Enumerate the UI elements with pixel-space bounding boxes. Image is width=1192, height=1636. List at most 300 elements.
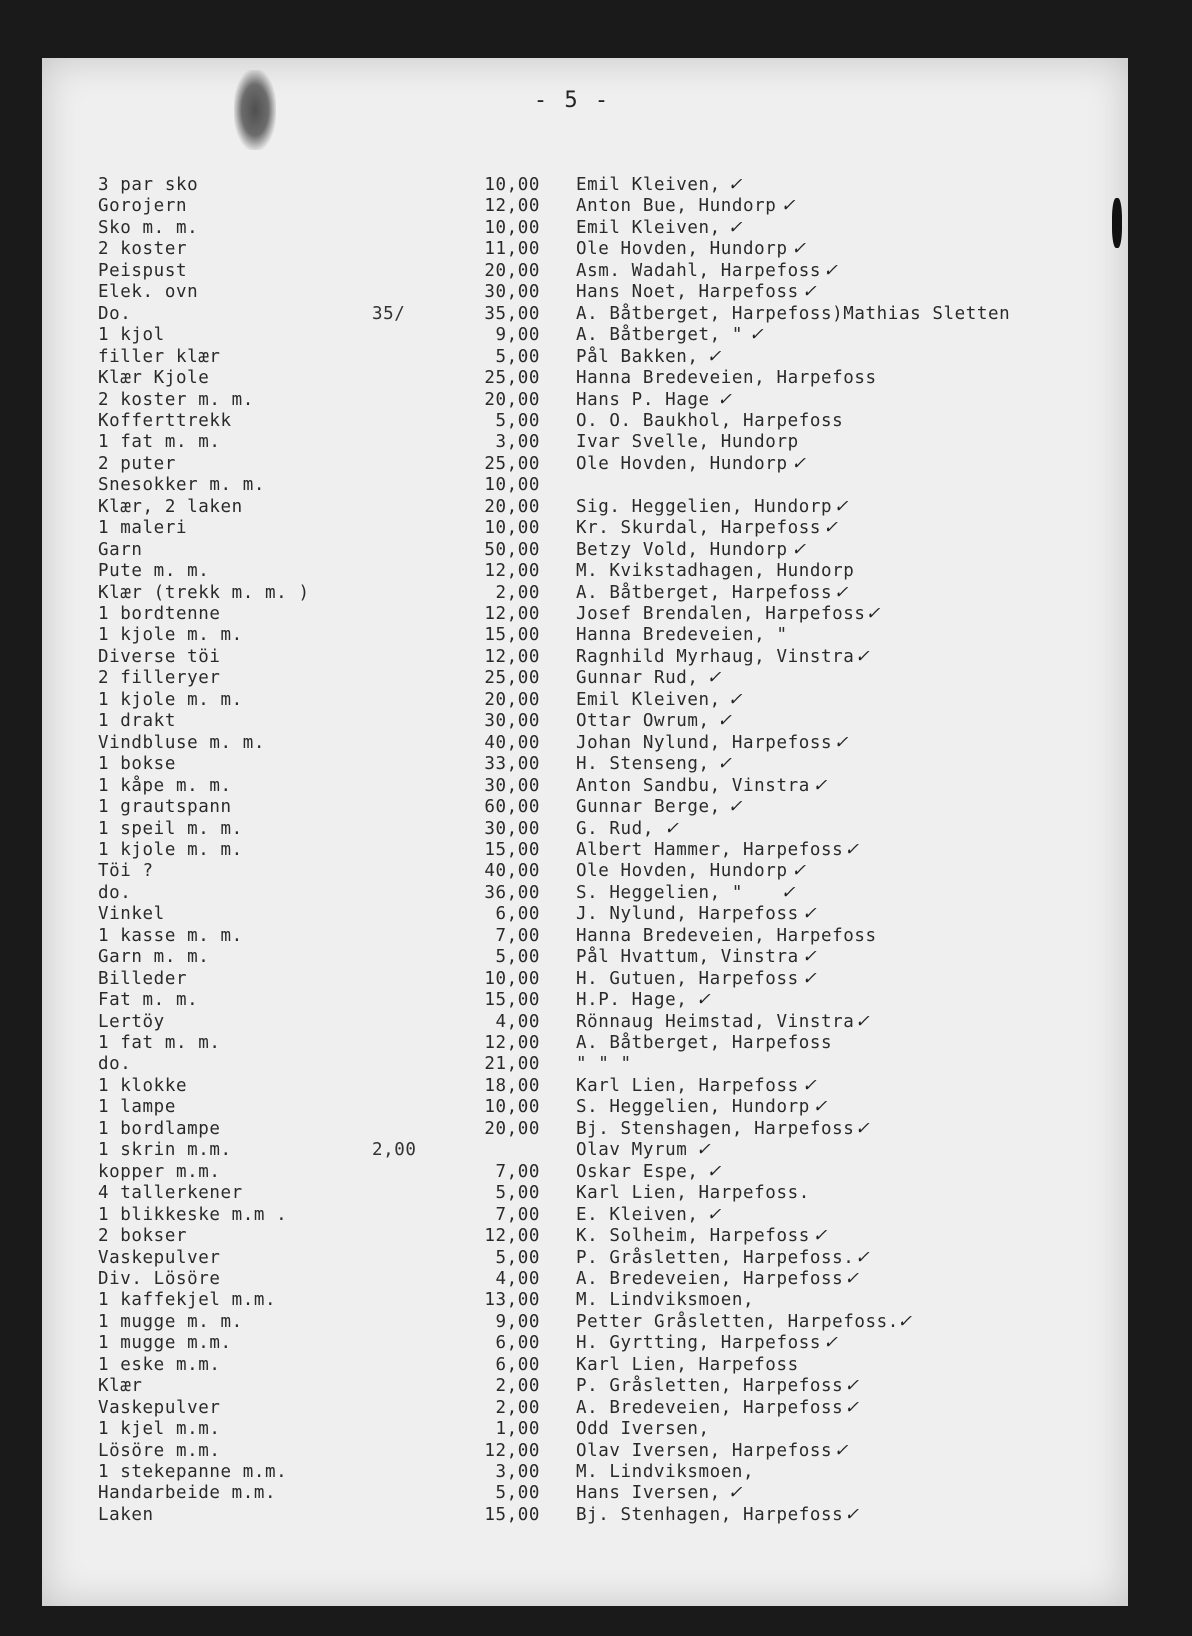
buyer-name: J. Nylund, Harpefoss (576, 904, 799, 925)
item-name: Peispust (98, 260, 188, 281)
buyer-name: Oskar Espe, (576, 1161, 699, 1182)
item-price: 12,00 (484, 1033, 540, 1053)
item-price: 15,00 (484, 1504, 540, 1525)
buyer-name: H.P. Hage, (576, 990, 688, 1011)
item-price: 15,00 (484, 625, 540, 646)
item-price: 25,00 (484, 668, 540, 689)
item-price: 20,00 (484, 689, 540, 710)
buyer-name: Pål Hvattum, Vinstra (576, 947, 799, 968)
item-name: Fat m. m. (98, 990, 199, 1011)
item-price: 20,00 (484, 389, 540, 410)
check-mark: ✓ (717, 754, 733, 775)
check-mark: ✓ (855, 646, 871, 667)
item-price: 30,00 (484, 775, 540, 796)
item-name: 1 kaffekjel m.m. (98, 1290, 277, 1311)
item-name: 1 bokse (98, 754, 176, 775)
item-name: 4 tallerkener (98, 1183, 243, 1204)
buyer-name: O. O. Baukhol, Harpefoss (576, 410, 844, 431)
buyer-name: Anton Bue, Hundorp (576, 196, 777, 217)
item-name: 1 kåpe m. m. (98, 775, 232, 796)
buyer-name: P. Gråsletten, Harpefoss. (576, 1247, 855, 1268)
list-row (42, 281, 1128, 303)
buyer-name: Pål Bakken, (576, 346, 699, 367)
item-name: 1 fat m. m. (98, 432, 221, 453)
check-mark: ✓ (791, 539, 807, 560)
item-price: 10,00 (484, 217, 540, 238)
list-row (42, 1375, 1128, 1397)
item-name: Vindbluse m. m. (98, 732, 266, 753)
buyer-name: Emil Kleiven, (576, 175, 721, 195)
check-mark: ✓ (833, 732, 850, 753)
list-row (42, 582, 1128, 604)
item-price: 10,00 (484, 175, 540, 195)
check-mark: ✓ (717, 711, 733, 732)
check-mark: ✓ (812, 1226, 828, 1247)
item-price: 21,00 (484, 1054, 540, 1075)
check-mark: ✓ (823, 260, 839, 281)
item-price: 25,00 (484, 453, 540, 474)
item-price: 40,00 (484, 861, 540, 882)
check-mark: ✓ (897, 1311, 913, 1332)
buyer-name: Petter Gråsletten, Harpefoss. (576, 1311, 899, 1332)
buyer-name: E. Kleiven, (576, 1204, 699, 1225)
item-price: 20,00 (484, 260, 540, 281)
item-name: 2 koster (98, 239, 188, 260)
list-row (42, 539, 1128, 561)
document-page (42, 58, 1128, 1606)
item-name: Billeder (98, 968, 188, 989)
list-row (42, 968, 1128, 990)
list-row (42, 882, 1128, 904)
buyer-name: Emil Kleiven, (576, 689, 721, 710)
list-row (42, 1397, 1128, 1419)
buyer-name: Gunnar Rud, (576, 668, 699, 689)
buyer-name: Ottar Owrum, (576, 711, 710, 732)
item-name: 2 bokser (98, 1226, 188, 1247)
buyer-name: A. Båtberget, Harpefoss)Mathias Sletten (576, 303, 1011, 324)
margin-note: 35/ (372, 303, 406, 324)
item-price: 7,00 (495, 1204, 540, 1225)
item-name: Pute m. m. (98, 561, 210, 582)
item-name: Sko m. m. (98, 217, 199, 238)
list-row (42, 496, 1128, 518)
list-row (42, 517, 1128, 539)
buyer-name: Josef Brendalen, Harpefoss (576, 604, 866, 624)
buyer-name: Hanna Bredeveien, Harpefoss (576, 368, 877, 389)
item-price: 30,00 (484, 282, 540, 303)
check-mark: ✓ (823, 518, 839, 539)
check-mark: ✓ (844, 1504, 860, 1525)
item-name: Vaskepulver (98, 1247, 221, 1268)
item-price: 5,00 (495, 1247, 540, 1268)
item-name: Lösöre m.m. (98, 1440, 221, 1461)
item-price: 6,00 (495, 1333, 540, 1354)
list-row (42, 1289, 1128, 1311)
list-row (42, 689, 1128, 711)
item-price: 12,00 (484, 604, 540, 624)
list-row (42, 1182, 1128, 1204)
buyer-name: H. Stenseng, (576, 754, 710, 775)
list-row (42, 303, 1128, 325)
item-price: 25,00 (484, 368, 540, 389)
auction-list (42, 58, 1128, 1606)
list-row (42, 1482, 1128, 1504)
item-name: Elek. ovn (98, 282, 199, 303)
item-name: filler klær (98, 346, 221, 367)
buyer-name: Ragnhild Myrhaug, Vinstra (576, 646, 855, 667)
buyer-name: A. Båtberget, " (576, 325, 744, 346)
buyer-name: Ole Hovden, Hundorp (576, 453, 788, 474)
item-price: 3,00 (495, 432, 540, 453)
list-row (42, 1204, 1128, 1226)
list-row (42, 389, 1128, 411)
check-mark: ✓ (727, 1483, 744, 1504)
item-name: 1 kjole m. m. (98, 625, 243, 646)
item-price: 6,00 (495, 1354, 540, 1375)
buyer-name: Kr. Skurdal, Harpefoss (576, 518, 821, 539)
check-mark: ✓ (802, 968, 818, 989)
page-number: - 5 - (533, 88, 611, 113)
item-name: 1 grautspann (98, 797, 232, 818)
buyer-name: " " " (576, 1054, 632, 1075)
list-row (42, 603, 1128, 625)
item-name: kopper m.m. (98, 1161, 221, 1182)
buyer-name: Johan Nylund, Harpefoss (576, 732, 833, 753)
buyer-name: Olav Iversen, Harpefoss (576, 1440, 833, 1461)
check-mark: ✓ (802, 282, 818, 303)
list-row (42, 1032, 1128, 1054)
list-row (42, 775, 1128, 797)
item-name: Garn m. m. (98, 947, 210, 968)
item-name: 2 filleryer (98, 668, 221, 689)
item-name: Klær (98, 1376, 143, 1397)
item-name: Vaskepulver (98, 1397, 221, 1418)
item-price: 7,00 (495, 1161, 540, 1182)
item-price: 10,00 (484, 518, 540, 539)
item-price: 12,00 (484, 561, 540, 582)
item-price: 2,00 (495, 1376, 540, 1397)
item-price: 5,00 (495, 1183, 540, 1204)
list-row (42, 1225, 1128, 1247)
list-row (42, 1504, 1128, 1526)
item-name: 1 mugge m. m. (98, 1311, 243, 1332)
check-mark: ✓ (833, 496, 850, 517)
list-row (42, 1011, 1128, 1033)
item-price: 1,00 (495, 1419, 540, 1440)
item-name: 1 skrin m.m. (98, 1140, 232, 1161)
item-name: 1 blikkeske m.m . (98, 1204, 288, 1225)
item-name: 1 speil m. m. (98, 818, 243, 839)
item-price: 7,00 (495, 925, 540, 946)
margin-note: 2,00 (372, 1140, 417, 1161)
list-row (42, 710, 1128, 732)
check-mark: ✓ (780, 882, 797, 903)
item-price: 2,00 (495, 1397, 540, 1418)
buyer-name: M. Kvikstadhagen, Hundorp (576, 561, 855, 582)
check-mark: ✓ (855, 1247, 871, 1268)
item-price: 13,00 (484, 1290, 540, 1311)
list-row (42, 624, 1128, 646)
list-row (42, 1139, 1128, 1161)
list-row (42, 925, 1128, 947)
buyer-name: Ole Hovden, Hundorp (576, 861, 788, 882)
check-mark: ✓ (844, 839, 860, 860)
buyer-name: H. Gutuen, Harpefoss (576, 968, 799, 989)
item-price: 36,00 (484, 882, 540, 903)
list-row (42, 474, 1128, 496)
buyer-name: Hans P. Hage (576, 389, 710, 410)
buyer-name: G. Rud, (576, 818, 654, 839)
item-name: Garn (98, 539, 143, 560)
buyer-name: Odd Iversen, (576, 1419, 710, 1440)
check-mark: ✓ (706, 346, 722, 367)
list-row (42, 1461, 1128, 1483)
list-row (42, 560, 1128, 582)
item-name: 2 koster m. m. (98, 389, 254, 410)
item-name: 1 eske m.m. (98, 1354, 221, 1375)
item-name: Klær, 2 laken (98, 496, 243, 517)
item-price: 20,00 (484, 496, 540, 517)
buyer-name: M. Lindviksmoen, (576, 1462, 755, 1482)
item-price: 10,00 (484, 475, 540, 496)
check-mark: ✓ (802, 1075, 818, 1096)
item-price: 5,00 (495, 947, 540, 968)
item-price: 50,00 (484, 539, 540, 560)
check-mark: ✓ (844, 1268, 860, 1289)
item-price: 30,00 (484, 711, 540, 732)
item-name: 1 stekepanne m.m. (98, 1462, 288, 1482)
item-name: 1 lampe (98, 1097, 176, 1118)
item-name: 1 kjole m. m. (98, 689, 243, 710)
buyer-name: Rönnaug Heimstad, Vinstra (576, 1011, 855, 1032)
check-mark: ✓ (791, 453, 807, 474)
buyer-name: H. Gyrtting, Harpefoss (576, 1333, 821, 1354)
check-mark: ✓ (706, 668, 722, 689)
item-name: 1 klokke (98, 1075, 188, 1096)
check-mark: ✓ (844, 1397, 860, 1418)
list-row (42, 367, 1128, 389)
item-price: 40,00 (484, 732, 540, 753)
check-mark: ✓ (855, 1118, 871, 1139)
check-mark: ✓ (664, 818, 680, 839)
check-mark: ✓ (812, 1097, 828, 1118)
item-name: 1 kasse m. m. (98, 925, 243, 946)
item-name: 1 fat m. m. (98, 1033, 221, 1053)
item-price: 10,00 (484, 1097, 540, 1118)
list-row (42, 818, 1128, 840)
list-row (42, 431, 1128, 453)
item-price: 12,00 (484, 1440, 540, 1461)
check-mark: ✓ (780, 196, 797, 217)
buyer-name: Albert Hammer, Harpefoss (576, 839, 844, 860)
check-mark: ✓ (727, 689, 744, 710)
list-row (42, 1118, 1128, 1140)
item-price: 11,00 (484, 239, 540, 260)
list-row (42, 410, 1128, 432)
item-name: 1 drakt (98, 711, 176, 732)
check-mark: ✓ (855, 1011, 871, 1032)
list-row (42, 1247, 1128, 1269)
buyer-name: P. Gråsletten, Harpefoss (576, 1376, 844, 1397)
list-row (42, 796, 1128, 818)
buyer-name: Olav Myrum (576, 1140, 688, 1161)
list-row (42, 195, 1128, 217)
buyer-name: M. Lindviksmoen, (576, 1290, 755, 1311)
check-mark: ✓ (749, 325, 765, 346)
item-name: 1 kjel m.m. (98, 1419, 221, 1440)
item-name: Diverse töi (98, 646, 221, 667)
item-price: 33,00 (484, 754, 540, 775)
item-name: Gorojern (98, 196, 188, 217)
item-name: Do. (98, 303, 132, 324)
buyer-name: Emil Kleiven, (576, 217, 721, 238)
buyer-name: Hanna Bredeveien, " (576, 625, 788, 646)
buyer-name: Ivar Svelle, Hundorp (576, 432, 799, 453)
item-price: 18,00 (484, 1075, 540, 1096)
buyer-name: Hanna Bredeveien, Harpefoss (576, 925, 877, 946)
buyer-name: Hans Noet, Harpefoss (576, 282, 799, 303)
buyer-name: S. Heggelien, Hundorp (576, 1097, 810, 1118)
list-row (42, 946, 1128, 968)
list-row (42, 839, 1128, 861)
buyer-name: Betzy Vold, Hundorp (576, 539, 788, 560)
list-row (42, 1161, 1128, 1183)
check-mark: ✓ (791, 239, 807, 260)
check-mark: ✓ (706, 1204, 722, 1225)
list-row (42, 903, 1128, 925)
buyer-name: Ole Hovden, Hundorp (576, 239, 788, 260)
item-price: 5,00 (495, 346, 540, 367)
item-name: Lertöy (98, 1011, 165, 1032)
check-mark: ✓ (865, 604, 881, 624)
item-price: 2,00 (495, 582, 540, 603)
item-name: 1 bordlampe (98, 1118, 221, 1139)
list-row (42, 174, 1128, 196)
check-mark: ✓ (833, 582, 850, 603)
list-row (42, 989, 1128, 1011)
item-price: 4,00 (495, 1011, 540, 1032)
item-price: 20,00 (484, 1118, 540, 1139)
list-row (42, 1311, 1128, 1333)
check-mark: ✓ (802, 904, 818, 925)
item-price: 15,00 (484, 990, 540, 1011)
item-name: Klær (trekk m. m. ) (98, 582, 310, 603)
item-name: Kofferttrekk (98, 410, 232, 431)
item-name: 3 par sko (98, 175, 199, 195)
buyer-name: Bj. Stenhagen, Harpefoss (576, 1504, 844, 1525)
buyer-name: A. Bredeveien, Harpefoss (576, 1268, 844, 1289)
check-mark: ✓ (791, 861, 807, 882)
item-name: Klær Kjole (98, 368, 210, 389)
list-row (42, 346, 1128, 368)
item-name: Div. Lösöre (98, 1268, 221, 1289)
list-row (42, 1332, 1128, 1354)
list-row (42, 1075, 1128, 1097)
item-price: 12,00 (484, 646, 540, 667)
item-name: Handarbeide m.m. (98, 1483, 277, 1504)
item-price: 12,00 (484, 1226, 540, 1247)
list-row (42, 324, 1128, 346)
item-price: 5,00 (495, 1483, 540, 1504)
item-name: do. (98, 882, 132, 903)
item-price: 6,00 (495, 904, 540, 925)
buyer-name: A. Båtberget, Harpefoss (576, 582, 833, 603)
item-price: 3,00 (495, 1462, 540, 1482)
item-price: 10,00 (484, 968, 540, 989)
list-row (42, 1440, 1128, 1462)
list-row (42, 453, 1128, 475)
buyer-name: Gunnar Berge, (576, 797, 721, 818)
list-row (42, 1418, 1128, 1440)
check-mark: ✓ (696, 1140, 712, 1161)
item-price: 4,00 (495, 1268, 540, 1289)
list-row (42, 1268, 1128, 1290)
buyer-name: S. Heggelien, " (576, 882, 744, 903)
buyer-name: Asm. Wadahl, Harpefoss (576, 260, 821, 281)
item-price: 30,00 (484, 818, 540, 839)
item-name: Töi ? (98, 861, 154, 882)
list-row (42, 217, 1128, 239)
list-row (42, 238, 1128, 260)
item-name: Snesokker m. m. (98, 475, 266, 496)
check-mark: ✓ (823, 1333, 839, 1354)
check-mark: ✓ (802, 947, 818, 968)
buyer-name: Bj. Stenshagen, Harpefoss (576, 1118, 855, 1139)
buyer-name: Sig. Heggelien, Hundorp (576, 496, 833, 517)
buyer-name: A. Båtberget, Harpefoss (576, 1033, 833, 1053)
list-row (42, 753, 1128, 775)
check-mark: ✓ (696, 990, 712, 1011)
item-price: 35,00 (484, 303, 540, 324)
item-name: 1 mugge m.m. (98, 1333, 232, 1354)
item-name: Laken (98, 1504, 154, 1525)
list-row (42, 260, 1128, 282)
check-mark: ✓ (727, 175, 744, 195)
check-mark: ✓ (727, 797, 744, 818)
item-name: 1 kjole m. m. (98, 839, 243, 860)
buyer-name: Hans Iversen, (576, 1483, 721, 1504)
item-name: 2 puter (98, 453, 176, 474)
buyer-name: Karl Lien, Harpefoss (576, 1075, 799, 1096)
item-name: 1 maleri (98, 518, 188, 539)
item-name: do. (98, 1054, 132, 1075)
buyer-name: Karl Lien, Harpefoss. (576, 1183, 810, 1204)
item-price: 5,00 (495, 410, 540, 431)
item-price: 12,00 (484, 196, 540, 217)
item-price: 15,00 (484, 839, 540, 860)
item-name: 1 kjol (98, 325, 165, 346)
item-price: 9,00 (495, 1311, 540, 1332)
list-row (42, 860, 1128, 882)
list-row (42, 667, 1128, 689)
item-price: 9,00 (495, 325, 540, 346)
check-mark: ✓ (833, 1440, 850, 1461)
list-row (42, 732, 1128, 754)
list-row (42, 1053, 1128, 1075)
item-name: 1 bordtenne (98, 604, 221, 624)
check-mark: ✓ (706, 1161, 722, 1182)
list-row (42, 1354, 1128, 1376)
check-mark: ✓ (727, 217, 744, 238)
buyer-name: Karl Lien, Harpefoss (576, 1354, 799, 1375)
buyer-name: Anton Sandbu, Vinstra (576, 775, 810, 796)
list-row (42, 1096, 1128, 1118)
check-mark: ✓ (812, 775, 828, 796)
item-name: Vinkel (98, 904, 165, 925)
check-mark: ✓ (717, 389, 733, 410)
buyer-name: A. Bredeveien, Harpefoss (576, 1397, 844, 1418)
list-row (42, 646, 1128, 668)
